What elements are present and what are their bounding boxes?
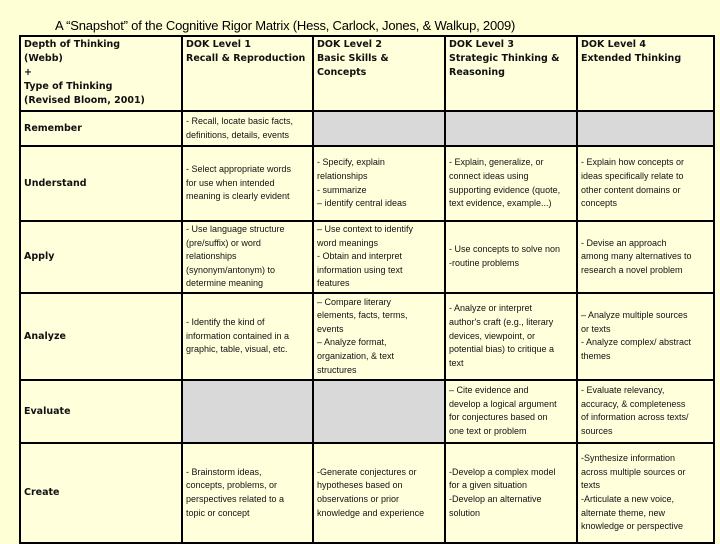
matrix-cell: - Analyze or interpret author's craft (e.g., literary devices, viewpoint, or potential bias) to critique a text [445,293,577,380]
row-create [20,443,714,543]
matrix-cell: -Develop a complex model for a given situation -Develop an alternative solution [445,443,577,543]
empty-cell [313,380,445,443]
matrix-cell: – Compare literary elements, facts, terms, events – Analyze format, organization, & text structures [313,293,445,380]
header-cell-dok-2: DOK Level 2 Basic Skills & Concepts [313,36,445,111]
page-title: A “Snapshot” of the Cognitive Rigor Matrix (Hess, Carlock, Jones, & Walkup, 2009) [55,18,516,33]
row-evaluate [20,380,714,443]
empty-cell [577,111,714,146]
matrix-cell: - Specify, explain relationships - summarize – identify central ideas [313,146,445,221]
row-apply [20,221,714,293]
matrix-cell: – Cite evidence and develop a logical argument for conjectures based on one text or problem [445,380,577,443]
row-label: Evaluate [20,380,182,443]
row-label: Create [20,443,182,543]
empty-cell [445,111,577,146]
matrix-cell: - Select appropriate words for use when intended meaning is clearly evident [182,146,313,221]
empty-cell [313,111,445,146]
matrix-cell: - Devise an approach among many alternatives to research a novel problem [577,221,714,293]
matrix-cell: -Generate conjectures or hypotheses based on observations or prior knowledge and experience [313,443,445,543]
row-understand [20,146,714,221]
header-row [20,36,714,111]
row-label: Remember [20,111,182,146]
empty-cell [182,380,313,443]
matrix-cell: - Use language structure (pre/suffix) or word relationships (synonym/antonym) to determine meaning [182,221,313,293]
matrix-cell: – Analyze multiple sources or texts - Analyze complex/ abstract themes [577,293,714,380]
matrix-cell: - Use concepts to solve non -routine problems [445,221,577,293]
row-label: Understand [20,146,182,221]
header-cell-dimension: Depth of Thinking (Webb) + Type of Thinking (Revised Bloom, 2001) [20,36,182,111]
matrix-cell: - Evaluate relevancy, accuracy, & completeness of information across texts/ sources [577,380,714,443]
row-label: Analyze [20,293,182,380]
row-analyze [20,293,714,380]
row-label: Apply [20,221,182,293]
matrix-cell: - Explain, generalize, or connect ideas using supporting evidence (quote, text evidence, example...) [445,146,577,221]
matrix-cell: - Explain how concepts or ideas specifically relate to other content domains or concepts [577,146,714,221]
matrix-cell: – Use context to identify word meanings - Obtain and interpret information using text features [313,221,445,293]
matrix-cell: - Identify the kind of information contained in a graphic, table, visual, etc. [182,293,313,380]
header-cell-dok-3: DOK Level 3 Strategic Thinking & Reasoning [445,36,577,111]
header-cell-dok-1: DOK Level 1 Recall & Reproduction [182,36,313,111]
header-cell-dok-4: DOK Level 4 Extended Thinking [577,36,714,111]
matrix-cell: - Brainstorm ideas, concepts, problems, or perspectives related to a topic or concept [182,443,313,543]
cognitive-rigor-matrix [19,35,715,544]
matrix-cell: - Recall, locate basic facts, definitions, details, events [182,111,313,146]
matrix-cell: -Synthesize information across multiple sources or texts -Articulate a new voice, alternate theme, new knowledge or perspective [577,443,714,543]
row-remember [20,111,714,146]
